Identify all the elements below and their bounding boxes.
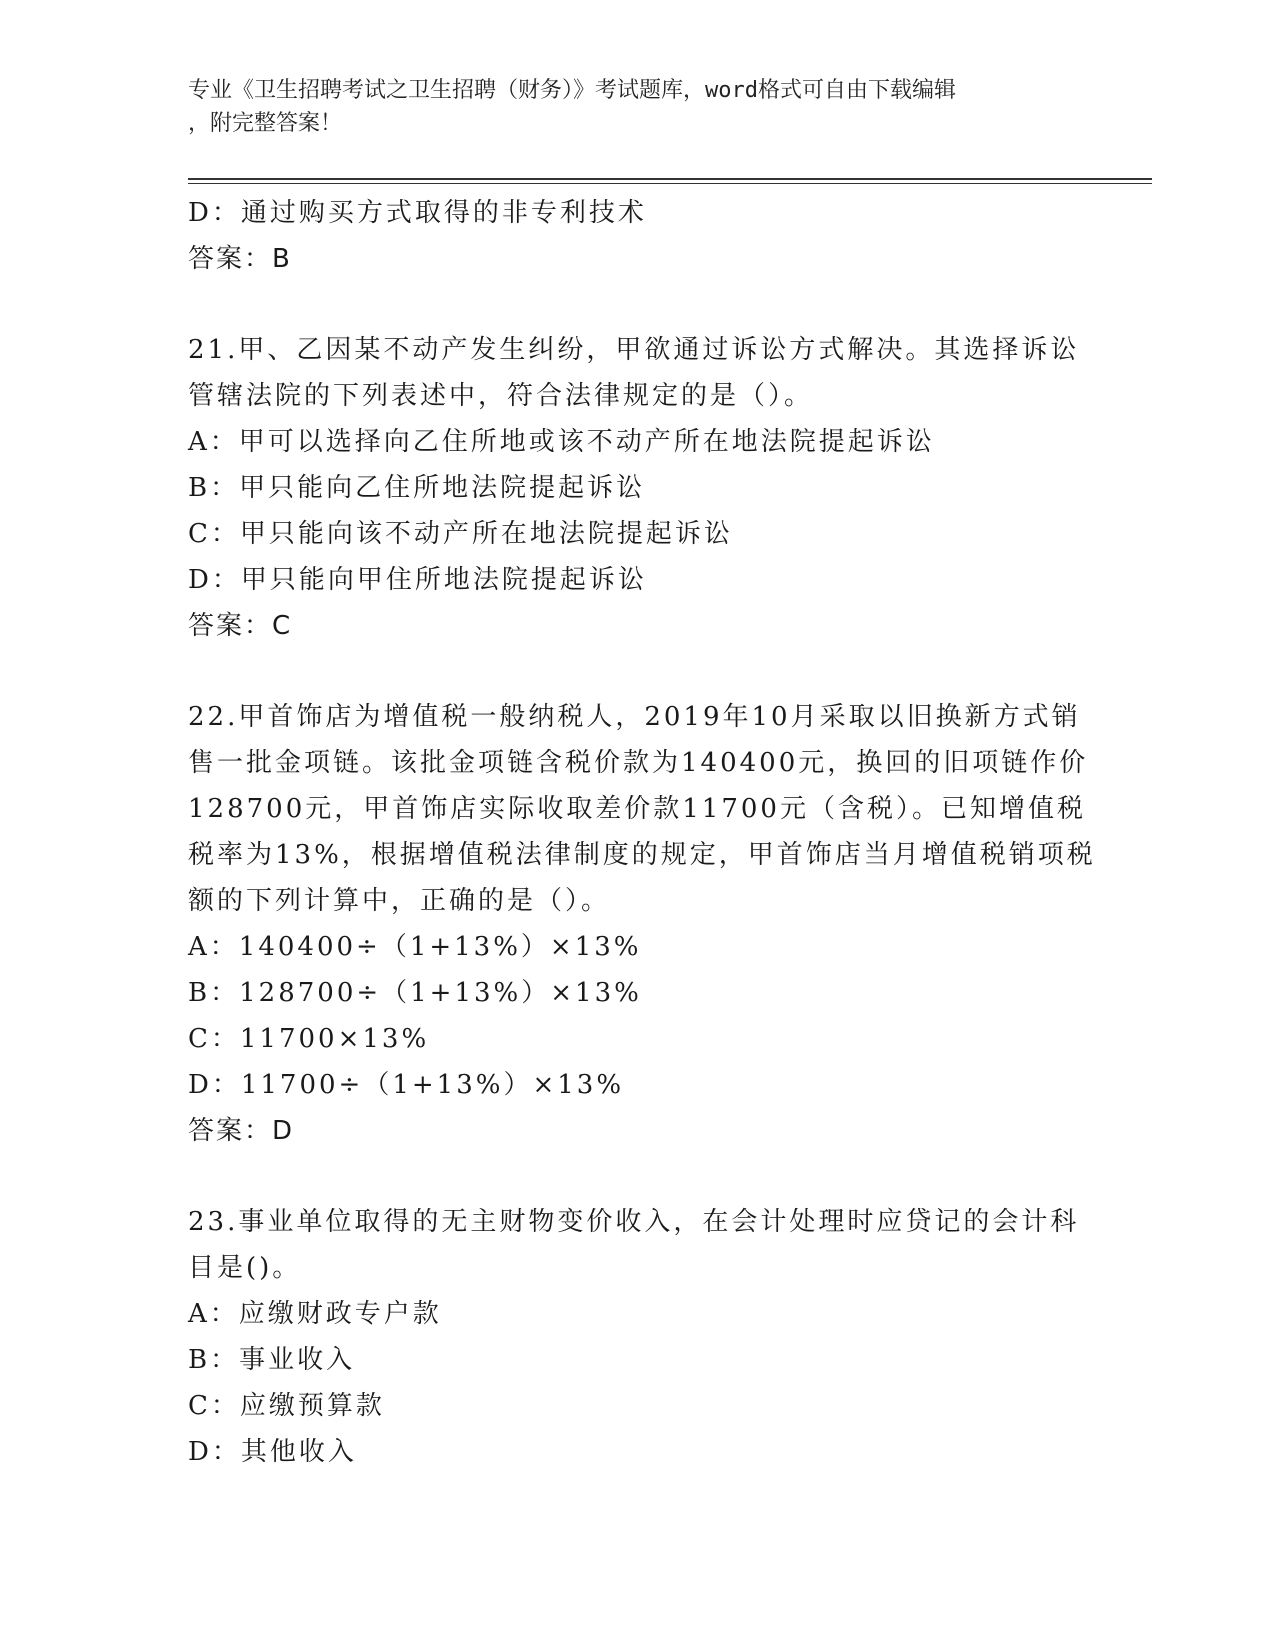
question-22-option-b: B：128700÷（1+13%）×13% xyxy=(188,978,642,1008)
question-spacer xyxy=(188,649,1088,694)
question-22-stem-line-1: 22.甲首饰店为增值税一般纳税人，2019年10月采取以旧换新方式销 xyxy=(188,702,1081,732)
question-23-stem-line-1: 23.事业单位取得的无主财物变价收入，在会计处理时应贷记的会计科 xyxy=(188,1207,1080,1237)
question-21-option-b: B：甲只能向乙住所地法院提起诉讼 xyxy=(188,473,646,503)
question-23-stem-line-2: 目是()。 xyxy=(188,1253,302,1283)
header-divider-thin xyxy=(188,183,1152,184)
question-23-option-b: B：事业收入 xyxy=(188,1345,356,1375)
question-22-option-d: D：11700÷（1+13%）×13% xyxy=(188,1070,625,1100)
question-21-stem-line-2: 管辖法院的下列表述中，符合法律规定的是（）。 xyxy=(188,381,814,411)
question-22-answer: 答案：D xyxy=(188,1116,295,1146)
question-21-stem-line-1: 21.甲、乙因某不动产发生纠纷，甲欲通过诉讼方式解决。其选择诉讼 xyxy=(188,335,1080,365)
header-divider-thick xyxy=(188,178,1152,180)
question-22-stem-line-3: 128700元，甲首饰店实际收取差价款11700元（含税）。已知增值税 xyxy=(188,794,1086,824)
question-23-option-c: C：应缴预算款 xyxy=(188,1391,385,1421)
question-22-option-c: C：11700×13% xyxy=(188,1024,430,1054)
question-21-option-a: A：甲可以选择向乙住所地或该不动产所在地法院提起诉讼 xyxy=(188,427,935,457)
question-22 xyxy=(188,694,1096,1154)
header-line-1: 专业《卫生招聘考试之卫生招聘（财务）》考试题库，word格式可自由下载编辑 xyxy=(188,78,956,103)
question-23-option-a: A：应缴财政专户款 xyxy=(188,1299,442,1329)
prev-option-d: D：通过购买方式取得的非专利技术 xyxy=(188,198,647,228)
page-header xyxy=(188,74,1088,140)
question-spacer xyxy=(188,1154,1088,1199)
question-spacer xyxy=(188,282,1088,327)
question-21 xyxy=(188,327,1088,649)
question-23-option-d: D：其他收入 xyxy=(188,1437,357,1467)
question-22-stem-line-2: 售一批金项链。该批金项链含税价款为140400元，换回的旧项链作价 xyxy=(188,748,1089,778)
question-22-option-a: A：140400÷（1+13%）×13% xyxy=(188,932,642,962)
prev-answer: 答案：B xyxy=(188,244,292,274)
question-23 xyxy=(188,1199,1088,1475)
question-21-option-d: D：甲只能向甲住所地法院提起诉讼 xyxy=(188,565,647,595)
question-content xyxy=(188,190,1096,1475)
question-22-stem-line-4: 税率为13%，根据增值税法律制度的规定，甲首饰店当月增值税销项税 xyxy=(188,840,1096,870)
question-21-answer: 答案：C xyxy=(188,611,293,641)
question-21-option-c: C：甲只能向该不动产所在地法院提起诉讼 xyxy=(188,519,733,549)
header-line-2: ，附完整答案！ xyxy=(188,111,343,136)
question-22-stem-line-5: 额的下列计算中，正确的是（）。 xyxy=(188,886,611,916)
